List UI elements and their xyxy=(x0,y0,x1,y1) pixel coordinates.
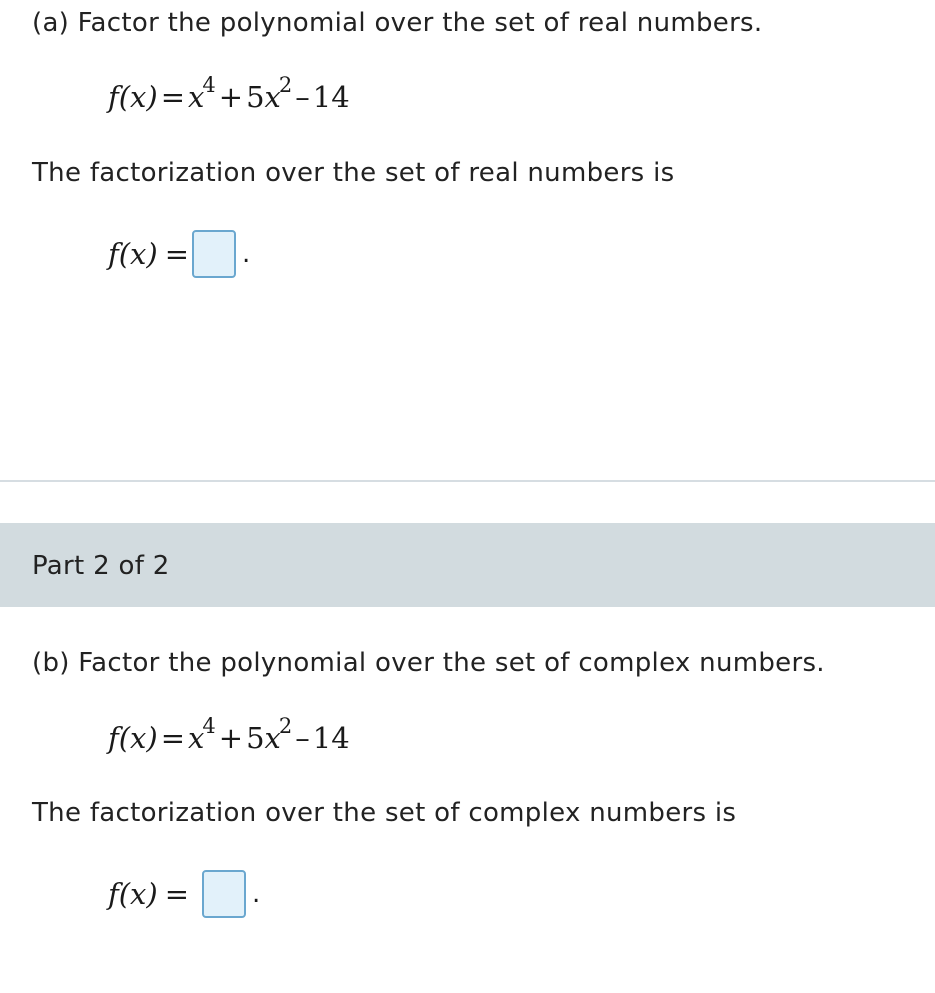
part-b-polynomial xyxy=(108,714,350,755)
part-a-answer-line xyxy=(108,230,250,278)
part-a-answer-input[interactable] xyxy=(192,230,236,278)
plus-sign: + xyxy=(218,721,244,755)
answer-function-name: f(x) xyxy=(108,877,158,911)
part-b-heading: (b) Factor the polynomial over the set of complex numbers. xyxy=(32,648,825,678)
term2-exponent: 2 xyxy=(278,714,293,738)
term2-exponent: 2 xyxy=(278,73,293,97)
part-b-answer-line xyxy=(108,870,260,918)
plus-sign: + xyxy=(218,80,244,114)
part-a-heading: (a) Factor the polynomial over the set of real numbers. xyxy=(32,8,763,38)
term1-exponent: 4 xyxy=(202,73,216,97)
section-divider xyxy=(0,480,935,482)
function-name: f(x) xyxy=(108,721,158,755)
term2-coefficient: 5 xyxy=(246,80,265,114)
term1-base: x xyxy=(188,80,205,114)
equals-sign: = xyxy=(160,80,186,114)
term2-base: x xyxy=(264,721,281,755)
minus-sign: – xyxy=(295,721,310,755)
constant-term: 14 xyxy=(312,80,350,114)
term2-coefficient: 5 xyxy=(246,721,265,755)
term1-base: x xyxy=(188,721,205,755)
part-label: Part 2 of 2 xyxy=(32,551,170,581)
term2-base: x xyxy=(264,80,281,114)
part-a-statement: The factorization over the set of real numbers is xyxy=(32,158,675,188)
part-a-polynomial xyxy=(108,73,350,114)
part-b-answer-input[interactable] xyxy=(202,870,246,918)
constant-term: 14 xyxy=(312,721,350,755)
part-banner xyxy=(0,523,935,607)
equals-sign: = xyxy=(160,721,186,755)
answer-equals-sign: = xyxy=(164,877,190,911)
function-name: f(x) xyxy=(108,80,158,114)
minus-sign: – xyxy=(295,80,310,114)
part-b-statement: The factorization over the set of complex numbers is xyxy=(32,798,737,828)
answer-equals-sign: = xyxy=(164,237,190,271)
answer-period: . xyxy=(242,239,251,269)
answer-function-name: f(x) xyxy=(108,237,158,271)
term1-exponent: 4 xyxy=(202,714,216,738)
answer-period: . xyxy=(252,879,261,909)
